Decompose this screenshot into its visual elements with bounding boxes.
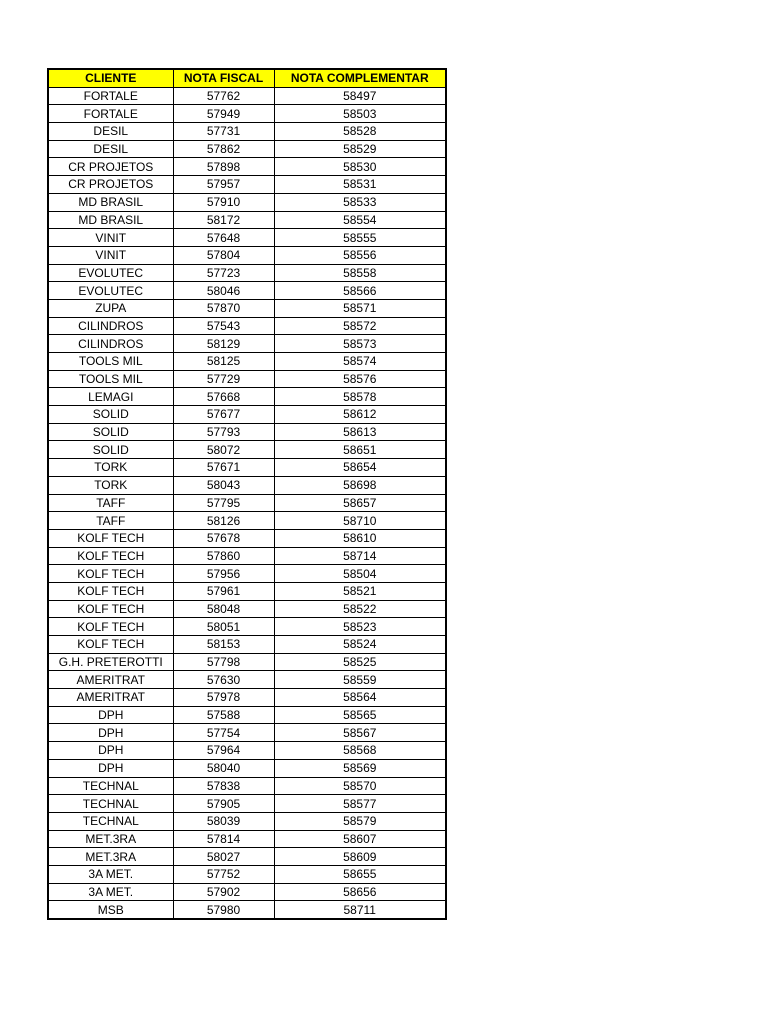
table-row (48, 87, 446, 105)
cell-nota-fiscal[interactable]: 57630 (173, 671, 274, 689)
table-row (48, 653, 446, 671)
cell-nota-complementar[interactable]: 58554 (274, 211, 446, 229)
cell-nota-fiscal[interactable]: 57729 (173, 370, 274, 388)
cell-nota-complementar[interactable]: 58657 (274, 494, 446, 512)
table-row (48, 193, 446, 211)
cell-nota-complementar[interactable]: 58612 (274, 406, 446, 424)
cell-nota-fiscal[interactable]: 57648 (173, 229, 274, 247)
cell-nota-fiscal[interactable]: 57752 (173, 865, 274, 883)
cell-nota-complementar[interactable]: 58521 (274, 582, 446, 600)
cell-nota-fiscal[interactable]: 58048 (173, 600, 274, 618)
header-cliente[interactable]: CLIENTE (48, 69, 173, 87)
cell-nota-complementar[interactable]: 58578 (274, 388, 446, 406)
cell-nota-complementar[interactable]: 58570 (274, 777, 446, 795)
cell-nota-complementar[interactable]: 58698 (274, 476, 446, 494)
cell-nota-fiscal[interactable]: 57588 (173, 706, 274, 724)
table-row (48, 406, 446, 424)
cell-nota-fiscal[interactable]: 57677 (173, 406, 274, 424)
cell-nota-fiscal[interactable]: 57793 (173, 423, 274, 441)
table-row (48, 636, 446, 654)
cell-nota-complementar[interactable]: 58503 (274, 105, 446, 123)
cell-nota-complementar[interactable]: 58572 (274, 317, 446, 335)
cell-cliente[interactable]: TORK (48, 459, 173, 477)
cell-cliente[interactable]: TECHNAL (48, 777, 173, 795)
spreadsheet-table (47, 68, 447, 920)
cell-cliente[interactable]: CR PROJETOS (48, 176, 173, 194)
cell-nota-complementar[interactable]: 58607 (274, 830, 446, 848)
cell-cliente[interactable]: FORTALE (48, 87, 173, 105)
cell-nota-fiscal[interactable]: 57798 (173, 653, 274, 671)
cell-nota-complementar[interactable]: 58555 (274, 229, 446, 247)
table-row (48, 211, 446, 229)
cell-nota-complementar[interactable]: 58655 (274, 865, 446, 883)
cell-nota-fiscal[interactable]: 57902 (173, 883, 274, 901)
cell-cliente[interactable]: KOLF TECH (48, 618, 173, 636)
table-row (48, 335, 446, 353)
cell-nota-fiscal[interactable]: 58126 (173, 512, 274, 530)
cell-cliente[interactable]: CILINDROS (48, 335, 173, 353)
table-row (48, 459, 446, 477)
cell-nota-fiscal[interactable]: 58125 (173, 353, 274, 371)
cell-cliente[interactable]: EVOLUTEC (48, 282, 173, 300)
cell-nota-complementar[interactable]: 58568 (274, 742, 446, 760)
cell-nota-complementar[interactable]: 58567 (274, 724, 446, 742)
table-row (48, 547, 446, 565)
cell-nota-fiscal[interactable]: 57898 (173, 158, 274, 176)
cell-nota-fiscal[interactable]: 57905 (173, 795, 274, 813)
cell-nota-complementar[interactable]: 58564 (274, 689, 446, 707)
cell-nota-complementar[interactable]: 58497 (274, 87, 446, 105)
table-row (48, 299, 446, 317)
cell-cliente[interactable]: KOLF TECH (48, 600, 173, 618)
table-row (48, 123, 446, 141)
cell-cliente[interactable]: SOLID (48, 441, 173, 459)
cell-cliente[interactable]: MET.3RA (48, 830, 173, 848)
table-row (48, 494, 446, 512)
cell-cliente[interactable]: 3A MET. (48, 865, 173, 883)
cell-nota-fiscal[interactable]: 58039 (173, 812, 274, 830)
cell-nota-complementar[interactable]: 58609 (274, 848, 446, 866)
cell-nota-complementar[interactable]: 58654 (274, 459, 446, 477)
cell-nota-complementar[interactable]: 58577 (274, 795, 446, 813)
cell-cliente[interactable]: MSB (48, 901, 173, 919)
table-row (48, 724, 446, 742)
cell-nota-fiscal[interactable]: 58129 (173, 335, 274, 353)
cell-nota-complementar[interactable]: 58569 (274, 759, 446, 777)
table-row (48, 441, 446, 459)
cell-nota-fiscal[interactable]: 57762 (173, 87, 274, 105)
cell-cliente[interactable]: ZUPA (48, 299, 173, 317)
cell-cliente[interactable]: 3A MET. (48, 883, 173, 901)
cell-cliente[interactable]: MD BRASIL (48, 211, 173, 229)
cell-cliente[interactable]: MET.3RA (48, 848, 173, 866)
cell-nota-fiscal[interactable]: 57949 (173, 105, 274, 123)
table-row (48, 689, 446, 707)
table-row (48, 600, 446, 618)
cell-nota-fiscal[interactable]: 57860 (173, 547, 274, 565)
table-row (48, 901, 446, 919)
cell-cliente[interactable]: DPH (48, 724, 173, 742)
cell-cliente[interactable]: KOLF TECH (48, 636, 173, 654)
cell-cliente[interactable]: AMERITRAT (48, 689, 173, 707)
cell-cliente[interactable]: VINIT (48, 246, 173, 264)
cell-cliente[interactable]: MD BRASIL (48, 193, 173, 211)
cell-cliente[interactable]: VINIT (48, 229, 173, 247)
cell-nota-complementar[interactable]: 58710 (274, 512, 446, 530)
table-row (48, 618, 446, 636)
cell-cliente[interactable]: FORTALE (48, 105, 173, 123)
header-row (48, 69, 446, 87)
table-row (48, 388, 446, 406)
table-row (48, 176, 446, 194)
cell-nota-fiscal[interactable]: 58043 (173, 476, 274, 494)
cell-cliente[interactable]: TORK (48, 476, 173, 494)
cell-nota-fiscal[interactable]: 57804 (173, 246, 274, 264)
table-row (48, 317, 446, 335)
cell-nota-complementar[interactable]: 58610 (274, 529, 446, 547)
cell-nota-fiscal[interactable]: 57754 (173, 724, 274, 742)
cell-nota-complementar[interactable]: 58531 (274, 176, 446, 194)
cell-nota-fiscal[interactable]: 57961 (173, 582, 274, 600)
cell-nota-complementar[interactable]: 58711 (274, 901, 446, 919)
cell-cliente[interactable]: DESIL (48, 123, 173, 141)
table-row (48, 812, 446, 830)
cell-nota-fiscal[interactable]: 57838 (173, 777, 274, 795)
cell-nota-complementar[interactable]: 58559 (274, 671, 446, 689)
table-row (48, 848, 446, 866)
cell-nota-fiscal[interactable]: 57668 (173, 388, 274, 406)
cell-cliente[interactable]: TOOLS MIL (48, 353, 173, 371)
table-row (48, 830, 446, 848)
cell-nota-complementar[interactable]: 58613 (274, 423, 446, 441)
table-row (48, 370, 446, 388)
cell-nota-fiscal[interactable]: 57814 (173, 830, 274, 848)
table-row (48, 529, 446, 547)
cell-cliente[interactable]: DESIL (48, 140, 173, 158)
table-body (48, 87, 446, 919)
cell-nota-fiscal[interactable]: 58040 (173, 759, 274, 777)
cell-cliente[interactable]: KOLF TECH (48, 547, 173, 565)
cell-nota-complementar[interactable]: 58714 (274, 547, 446, 565)
table-row (48, 282, 446, 300)
cell-cliente[interactable]: TECHNAL (48, 812, 173, 830)
cell-nota-complementar[interactable]: 58573 (274, 335, 446, 353)
cell-nota-complementar[interactable]: 58558 (274, 264, 446, 282)
cell-cliente[interactable]: KOLF TECH (48, 582, 173, 600)
cell-cliente[interactable]: DPH (48, 742, 173, 760)
cell-cliente[interactable]: AMERITRAT (48, 671, 173, 689)
cell-cliente[interactable]: DPH (48, 759, 173, 777)
cell-nota-complementar[interactable]: 58651 (274, 441, 446, 459)
table-row (48, 706, 446, 724)
cell-nota-fiscal[interactable]: 57795 (173, 494, 274, 512)
header-nota-fiscal[interactable]: NOTA FISCAL (173, 69, 274, 87)
table-row (48, 423, 446, 441)
table-row (48, 512, 446, 530)
cell-nota-fiscal[interactable]: 57862 (173, 140, 274, 158)
cell-cliente[interactable]: SOLID (48, 406, 173, 424)
table-row (48, 565, 446, 583)
cell-nota-complementar[interactable]: 58579 (274, 812, 446, 830)
cell-nota-fiscal[interactable]: 57964 (173, 742, 274, 760)
cell-nota-fiscal[interactable]: 57956 (173, 565, 274, 583)
cell-cliente[interactable]: TECHNAL (48, 795, 173, 813)
cell-nota-complementar[interactable]: 58566 (274, 282, 446, 300)
table-row (48, 105, 446, 123)
table-row (48, 246, 446, 264)
cell-nota-complementar[interactable]: 58523 (274, 618, 446, 636)
cell-nota-complementar[interactable]: 58504 (274, 565, 446, 583)
table-row (48, 158, 446, 176)
cell-nota-fiscal[interactable]: 57723 (173, 264, 274, 282)
cell-nota-fiscal[interactable]: 57978 (173, 689, 274, 707)
cell-cliente[interactable]: TAFF (48, 494, 173, 512)
table-row (48, 671, 446, 689)
cell-cliente[interactable]: TAFF (48, 512, 173, 530)
cell-nota-complementar[interactable]: 58574 (274, 353, 446, 371)
table-row (48, 865, 446, 883)
cell-nota-fiscal[interactable]: 57870 (173, 299, 274, 317)
cell-nota-fiscal[interactable]: 58027 (173, 848, 274, 866)
cell-nota-complementar[interactable]: 58525 (274, 653, 446, 671)
table-row (48, 582, 446, 600)
cell-nota-complementar[interactable]: 58529 (274, 140, 446, 158)
cell-cliente[interactable]: LEMAGI (48, 388, 173, 406)
cell-nota-fiscal[interactable]: 57678 (173, 529, 274, 547)
table-row (48, 777, 446, 795)
cell-nota-complementar[interactable]: 58565 (274, 706, 446, 724)
table-row (48, 264, 446, 282)
cell-nota-complementar[interactable]: 58522 (274, 600, 446, 618)
cell-nota-fiscal[interactable]: 58172 (173, 211, 274, 229)
table-row (48, 883, 446, 901)
cell-nota-fiscal[interactable]: 58153 (173, 636, 274, 654)
cell-cliente[interactable]: CR PROJETOS (48, 158, 173, 176)
cell-cliente[interactable]: KOLF TECH (48, 565, 173, 583)
cell-nota-complementar[interactable]: 58571 (274, 299, 446, 317)
cell-nota-complementar[interactable]: 58556 (274, 246, 446, 264)
cell-cliente[interactable]: SOLID (48, 423, 173, 441)
cell-nota-complementar[interactable]: 58530 (274, 158, 446, 176)
cell-nota-complementar[interactable]: 58576 (274, 370, 446, 388)
table-row (48, 742, 446, 760)
cell-nota-complementar[interactable]: 58524 (274, 636, 446, 654)
table-row (48, 229, 446, 247)
table-row (48, 795, 446, 813)
table-row (48, 353, 446, 371)
cell-nota-fiscal[interactable]: 58046 (173, 282, 274, 300)
cell-nota-fiscal[interactable]: 57980 (173, 901, 274, 919)
cell-cliente[interactable]: DPH (48, 706, 173, 724)
table-row (48, 140, 446, 158)
cell-nota-fiscal[interactable]: 57543 (173, 317, 274, 335)
cell-cliente[interactable]: TOOLS MIL (48, 370, 173, 388)
cell-nota-fiscal[interactable]: 57957 (173, 176, 274, 194)
cell-cliente[interactable]: KOLF TECH (48, 529, 173, 547)
cell-nota-fiscal[interactable]: 57910 (173, 193, 274, 211)
cell-nota-fiscal[interactable]: 57731 (173, 123, 274, 141)
cell-cliente[interactable]: G.H. PRETEROTTI (48, 653, 173, 671)
cell-nota-fiscal[interactable]: 57671 (173, 459, 274, 477)
table-row (48, 759, 446, 777)
cell-nota-complementar[interactable]: 58656 (274, 883, 446, 901)
cell-nota-fiscal[interactable]: 58072 (173, 441, 274, 459)
table-row (48, 476, 446, 494)
header-nota-complementar[interactable]: NOTA COMPLEMENTAR (274, 69, 446, 87)
cell-cliente[interactable]: CILINDROS (48, 317, 173, 335)
cell-nota-fiscal[interactable]: 58051 (173, 618, 274, 636)
cell-nota-complementar[interactable]: 58528 (274, 123, 446, 141)
cell-nota-complementar[interactable]: 58533 (274, 193, 446, 211)
cell-cliente[interactable]: EVOLUTEC (48, 264, 173, 282)
